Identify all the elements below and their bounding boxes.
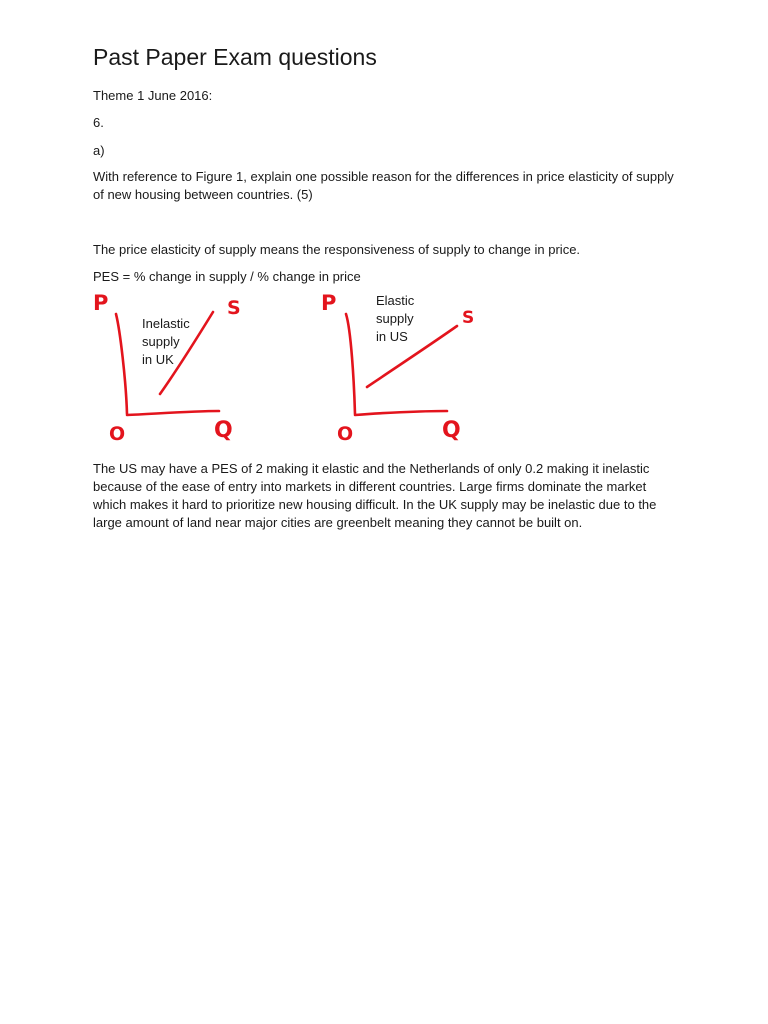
quantity-axis-label: Q	[442, 418, 461, 443]
page-title: Past Paper Exam questions	[93, 44, 377, 70]
question-text: With reference to Figure 1, explain one possible reason for the differences in price elasticity of supply of new housing between countries. (5)	[93, 169, 674, 202]
price-axis-label: P	[321, 291, 337, 315]
graph-caption: Elastic supply in US	[376, 293, 415, 344]
elastic-supply-diagram	[320, 290, 480, 445]
definition-text: The price elasticity of supply means the responsiveness of supply to change in price.	[93, 242, 581, 257]
inelastic-supply-diagram	[92, 290, 252, 445]
graph-caption: Inelastic supply in UK	[142, 316, 190, 367]
origin-label: O	[109, 423, 126, 445]
price-axis	[116, 314, 127, 414]
supply-curve-label: S	[227, 297, 241, 319]
part-label: a)	[93, 143, 105, 158]
quantity-axis	[127, 411, 219, 415]
question-number: 6.	[93, 115, 104, 130]
price-axis-label: P	[93, 291, 109, 315]
origin-label: O	[337, 423, 354, 445]
theme-line: Theme 1 June 2016:	[93, 88, 213, 103]
pes-formula: PES = % change in supply / % change in price	[93, 269, 361, 284]
supply-curve-label: S	[462, 308, 475, 328]
quantity-axis-label: Q	[214, 418, 233, 443]
price-axis	[346, 314, 355, 414]
answer-text: The US may have a PES of 2 making it elastic and the Netherlands of only 0.2 making it inelastic because of the ease of entry into markets in different countries. Large firms dominate the market which makes it hard to prioritize new housing difficult. In the UK supply may be inelastic due to the large amount of land near major cities are greenbelt meaning they cannot be built on.	[93, 461, 657, 530]
quantity-axis	[355, 411, 447, 415]
